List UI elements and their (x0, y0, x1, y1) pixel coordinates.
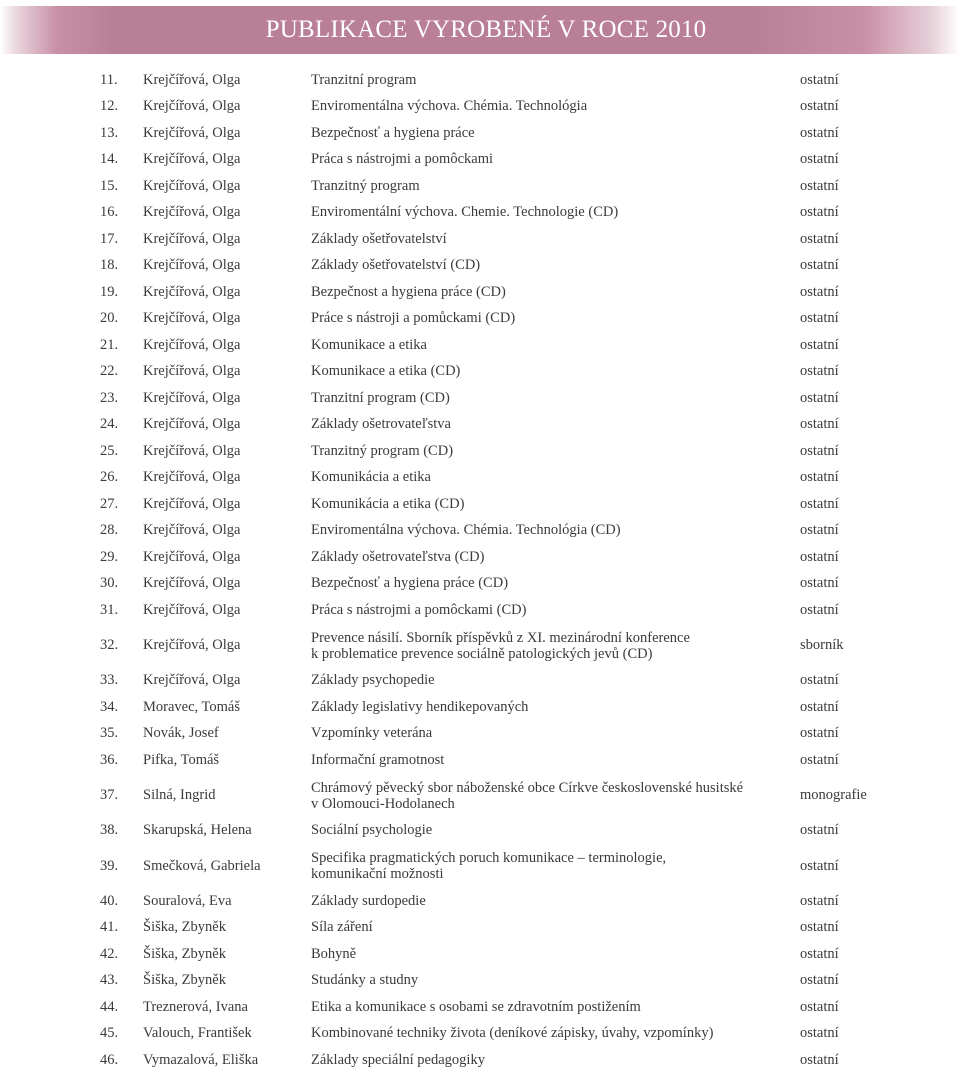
table-row (100, 888, 900, 915)
publication-number: 17. (100, 230, 119, 247)
publication-author: Krejčířová, Olga (143, 389, 241, 406)
publication-type: ostatní (800, 124, 839, 141)
publication-author: Šiška, Zbyněk (143, 945, 226, 962)
publication-title: Enviromentální výchova. Chemie. Technologie (CD) (311, 204, 619, 221)
publication-author: Vymazalová, Eliška (143, 1051, 259, 1068)
publication-author: Krejčířová, Olga (143, 495, 241, 512)
publication-number: 25. (100, 442, 119, 459)
publication-title: Práca s nástrojmi a pomôckami (CD) (311, 601, 527, 618)
publication-title-line: Prevence násilí. Sborník příspěvků z XI. mezinárodní konference (311, 629, 690, 646)
publication-author: Krejčířová, Olga (143, 575, 241, 592)
publication-type: ostatní (800, 522, 839, 539)
publication-type: ostatní (800, 892, 839, 909)
table-row (100, 226, 900, 253)
publication-number: 45. (100, 1025, 119, 1042)
publication-number: 27. (100, 495, 119, 512)
publication-title: Základy speciální pedagogiky (311, 1051, 485, 1068)
publication-author: Moravec, Tomáš (143, 698, 240, 715)
publication-title: Práce s nástroji a pomůckami (CD) (311, 310, 516, 327)
publication-author: Valouch, František (143, 1025, 252, 1042)
table-row (100, 147, 900, 174)
publication-author: Silná, Ingrid (143, 787, 216, 803)
publication-number: 15. (100, 177, 119, 194)
table-row (100, 94, 900, 121)
publication-author: Krejčířová, Olga (143, 336, 241, 353)
publication-author: Krejčířová, Olga (143, 522, 241, 539)
publication-type: ostatní (800, 230, 839, 247)
publication-title: Enviromentálna výchova. Chémia. Technológia (CD) (311, 522, 621, 539)
publication-number: 21. (100, 336, 119, 353)
table-row (100, 67, 900, 94)
publication-title: Tranzitný program (311, 177, 420, 194)
publication-title: Bezpečnosť a hygiena práce (311, 124, 475, 141)
publication-title: Tranzitný program (CD) (311, 442, 454, 459)
table-row (100, 915, 900, 942)
table-row (100, 747, 900, 774)
table-row (100, 544, 900, 571)
publication-number: 26. (100, 469, 119, 486)
publication-title (311, 844, 800, 888)
publications-list (100, 67, 900, 1074)
publication-title: Komunikace a etika (311, 336, 427, 353)
publication-type: ostatní (800, 442, 839, 459)
table-row (100, 173, 900, 200)
publication-title: Základy ošetrovateľstva (311, 416, 451, 433)
table-row (100, 120, 900, 147)
publication-title: Komunikácia a etika (311, 469, 431, 486)
publication-author: Krejčířová, Olga (143, 601, 241, 618)
publication-number: 31. (100, 601, 119, 618)
table-row (100, 253, 900, 280)
publication-type: ostatní (800, 310, 839, 327)
publication-author: Krejčířová, Olga (143, 469, 241, 486)
publication-author: Krejčířová, Olga (143, 257, 241, 274)
table-row (100, 385, 900, 412)
table-row (100, 844, 900, 888)
publication-title: Práca s nástrojmi a pomôckami (311, 151, 494, 168)
publication-type: ostatní (800, 672, 839, 689)
publication-type: ostatní (800, 698, 839, 715)
publication-author: Krejčířová, Olga (143, 71, 241, 88)
publication-number: 19. (100, 283, 119, 300)
publication-type: ostatní (800, 822, 839, 839)
publication-author: Krejčířová, Olga (143, 672, 241, 689)
publication-number: 39. (100, 857, 119, 874)
publication-number: 24. (100, 416, 119, 433)
publication-title-line: k problematice prevence sociálně patologických jevů (CD) (311, 645, 653, 662)
publication-author: Krejčířová, Olga (143, 442, 241, 459)
publication-number: 32. (100, 637, 119, 653)
publication-author: Smečková, Gabriela (143, 857, 261, 874)
table-row (100, 465, 900, 492)
publication-number: 16. (100, 204, 119, 221)
page-title: PUBLIKACE VYROBENÉ V ROCE 2010 (265, 16, 707, 43)
publication-number: 34. (100, 698, 119, 715)
publication-title: Základy ošetrovateľstva (CD) (311, 548, 485, 565)
publication-number: 40. (100, 892, 119, 909)
publication-title: Studánky a studny (311, 972, 419, 989)
publication-title: Sociální psychologie (311, 822, 433, 839)
table-row (100, 774, 900, 818)
publication-title: Základy ošetřovatelství (311, 230, 447, 247)
header-banner (0, 6, 960, 54)
publication-type: ostatní (800, 177, 839, 194)
publication-title: Komunikace a etika (CD) (311, 363, 461, 380)
publication-number: 12. (100, 98, 119, 115)
table-row (100, 994, 900, 1021)
publication-type: sborník (800, 637, 844, 653)
publication-title (311, 624, 800, 668)
publication-type: ostatní (800, 204, 839, 221)
publication-number: 37. (100, 787, 119, 803)
table-row (100, 941, 900, 968)
table-row (100, 200, 900, 227)
table-row (100, 624, 900, 668)
publication-number: 23. (100, 389, 119, 406)
table-row (100, 668, 900, 695)
table-row (100, 518, 900, 545)
publication-type: ostatní (800, 151, 839, 168)
publication-number: 22. (100, 363, 119, 380)
publication-type: ostatní (800, 283, 839, 300)
publication-type: ostatní (800, 601, 839, 618)
table-row (100, 597, 900, 624)
publication-number: 42. (100, 945, 119, 962)
table-row (100, 968, 900, 995)
table-row (100, 491, 900, 518)
publication-title: Informační gramotnost (311, 751, 445, 768)
publication-type: ostatní (800, 495, 839, 512)
publication-author: Krejčířová, Olga (143, 124, 241, 141)
publication-title: Bohyně (311, 945, 357, 962)
publication-author: Krejčířová, Olga (143, 204, 241, 221)
publication-title: Kombinované techniky života (deníkové zápisky, úvahy, vzpomínky) (311, 1025, 714, 1042)
publication-type: ostatní (800, 1051, 839, 1068)
publication-number: 35. (100, 725, 119, 742)
table-row (100, 694, 900, 721)
publication-title-line: Chrámový pěvecký sbor náboženské obce Církve československé husitské (311, 779, 744, 796)
publication-author: Skarupská, Helena (143, 822, 252, 839)
publication-type: ostatní (800, 1025, 839, 1042)
publication-title: Základy ošetřovatelství (CD) (311, 257, 481, 274)
publication-title: Tranzitní program (311, 71, 417, 88)
publication-author: Krejčířová, Olga (143, 283, 241, 300)
publication-number: 13. (100, 124, 119, 141)
publication-type: monografie (800, 787, 867, 803)
table-row (100, 818, 900, 845)
table-row (100, 1047, 900, 1074)
table-row (100, 1021, 900, 1048)
publication-title-line: Specifika pragmatických poruch komunikace – terminologie, (311, 850, 667, 866)
publication-title: Základy surdopedie (311, 892, 426, 909)
table-row (100, 359, 900, 386)
publication-author: Krejčířová, Olga (143, 151, 241, 168)
publication-title: Etika a komunikace s osobami se zdravotním postižením (311, 998, 641, 1015)
table-row (100, 332, 900, 359)
publication-title: Základy legislativy hendikepovaných (311, 698, 529, 715)
publication-author: Krejčířová, Olga (143, 416, 241, 433)
publication-number: 11. (100, 71, 118, 88)
publication-title: Enviromentálna výchova. Chémia. Technológia (311, 98, 588, 115)
publication-author: Krejčířová, Olga (143, 637, 241, 653)
publication-type: ostatní (800, 725, 839, 742)
publication-author: Treznerová, Ivana (143, 998, 248, 1015)
publication-author: Krejčířová, Olga (143, 548, 241, 565)
publication-title: Vzpomínky veterána (311, 725, 433, 742)
publication-type: ostatní (800, 416, 839, 433)
table-row (100, 306, 900, 333)
publication-type: ostatní (800, 548, 839, 565)
table-row (100, 438, 900, 465)
publication-number: 41. (100, 919, 119, 936)
publication-title: Bezpečnost a hygiena práce (CD) (311, 283, 506, 300)
publication-author: Novák, Josef (143, 725, 219, 742)
publication-author: Pifka, Tomáš (143, 751, 220, 768)
publication-type: ostatní (800, 389, 839, 406)
table-row (100, 721, 900, 748)
publication-title: Komunikácia a etika (CD) (311, 495, 465, 512)
publication-title: Síla záření (311, 919, 373, 936)
publication-type: ostatní (800, 972, 839, 989)
publication-title: Tranzitní program (CD) (311, 389, 450, 406)
publication-number: 43. (100, 972, 119, 989)
publication-number: 38. (100, 822, 119, 839)
table-row (100, 412, 900, 439)
publication-title-line: v Olomouci-Hodolanech (311, 795, 455, 812)
publication-type: ostatní (800, 751, 839, 768)
publication-type: ostatní (800, 363, 839, 380)
publication-number: 28. (100, 522, 119, 539)
publication-number: 20. (100, 310, 119, 327)
publication-number: 44. (100, 998, 119, 1015)
publications-table (100, 67, 900, 1074)
publication-type: ostatní (800, 469, 839, 486)
publication-type: ostatní (800, 998, 839, 1015)
publication-number: 36. (100, 751, 119, 768)
publication-type: ostatní (800, 336, 839, 353)
publication-type: ostatní (800, 257, 839, 274)
publication-type: ostatní (800, 98, 839, 115)
publication-number: 14. (100, 151, 119, 168)
publication-author: Šiška, Zbyněk (143, 972, 226, 989)
publication-title: Základy psychopedie (311, 672, 435, 689)
publication-number: 29. (100, 548, 119, 565)
publication-type: ostatní (800, 857, 839, 874)
publication-author: Krejčířová, Olga (143, 363, 241, 380)
publication-number: 18. (100, 257, 119, 274)
publication-author: Šiška, Zbyněk (143, 919, 226, 936)
table-row (100, 279, 900, 306)
publication-number: 30. (100, 575, 119, 592)
publication-type: ostatní (800, 575, 839, 592)
publication-type: ostatní (800, 71, 839, 88)
publication-title: Bezpečnosť a hygiena práce (CD) (311, 575, 509, 592)
publication-type: ostatní (800, 945, 839, 962)
table-row (100, 571, 900, 598)
publication-author: Krejčířová, Olga (143, 230, 241, 247)
publication-title (311, 774, 800, 818)
publication-type: ostatní (800, 919, 839, 936)
publication-title-line: komunikační možnosti (311, 866, 444, 882)
publication-number: 46. (100, 1051, 119, 1068)
publication-author: Krejčířová, Olga (143, 177, 241, 194)
publication-number: 33. (100, 672, 119, 689)
publication-author: Krejčířová, Olga (143, 98, 241, 115)
publication-author: Souralová, Eva (143, 892, 232, 909)
publication-author: Krejčířová, Olga (143, 310, 241, 327)
